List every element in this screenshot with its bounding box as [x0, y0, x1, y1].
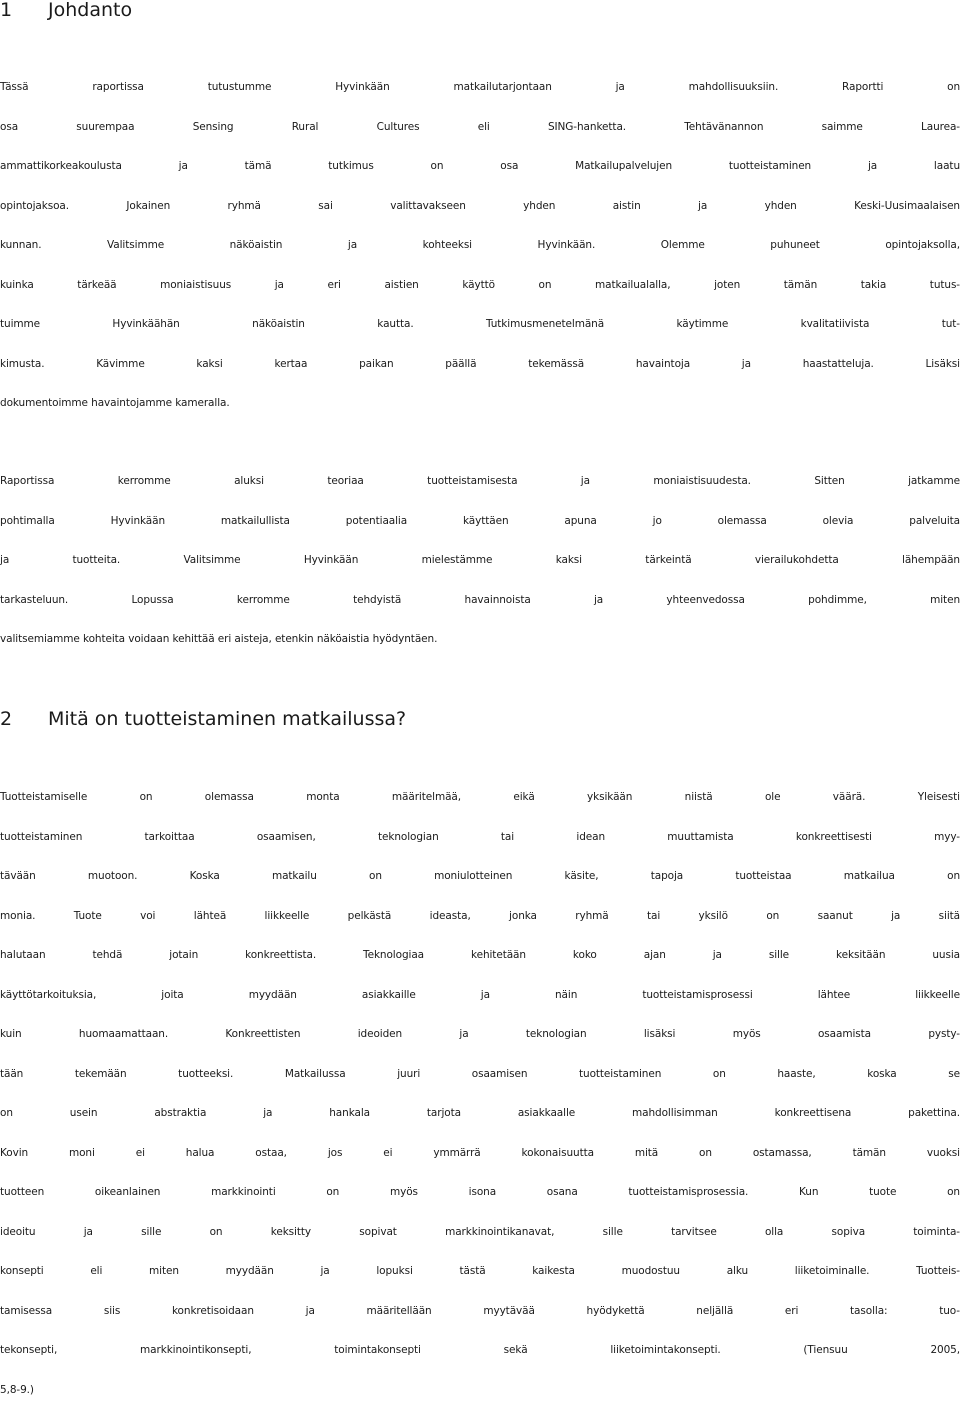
text-line: 5,8-9.) — [0, 1371, 960, 1410]
text-line: käyttötarkoituksia, joita myydään asiakkaille ja näin tuotteistamisprosessi lähtee liikkeelle — [0, 976, 960, 1016]
text-line: ja tuotteita. Valitsimme Hyvinkään mielestämme kaksi tärkeintä vierailukohdetta lähempään — [0, 541, 960, 581]
text-line: tuotteistaminen tarkoittaa osaamisen, teknologian tai idean muuttamista konkreettisesti myy- — [0, 818, 960, 858]
section-heading-2 — [0, 707, 406, 731]
paragraph — [0, 778, 960, 1410]
text-line: opintojaksoa. Jokainen ryhmä sai valittavakseen yhden aistin ja yhden Keski-Uusimaalaisen — [0, 187, 960, 227]
text-line: Tuotteistamiselle on olemassa monta määritelmää, eikä yksikään niistä ole väärä. Yleisesti — [0, 778, 960, 818]
text-line: kunnan. Valitsimme näköaistin ja kohteeksi Hyvinkään. Olemme puhuneet opintojaksolla, — [0, 226, 960, 266]
text-line: konsepti eli miten myydään ja lopuksi tästä kaikesta muodostuu alku liiketoiminalle. Tuotteis- — [0, 1252, 960, 1292]
section-number: 2 — [0, 707, 48, 731]
text-line: kuinka tärkeää moniaistisuus ja eri aistien käyttö on matkailualalla, joten tämän takia tutus- — [0, 266, 960, 306]
text-line: ideoitu ja sille on keksitty sopivat markkinointikanavat, sille tarvitsee olla sopiva toiminta- — [0, 1213, 960, 1253]
text-line: monia. Tuote voi lähteä liikkeelle pelkästä ideasta, jonka ryhmä tai yksilö on saanut ja siitä — [0, 897, 960, 937]
paragraph — [0, 68, 960, 424]
text-line: Raportissa kerromme aluksi teoriaa tuotteistamisesta ja moniaistisuudesta. Sitten jatkamme — [0, 462, 960, 502]
text-line: dokumentoimme havaintojamme kameralla. — [0, 384, 960, 424]
text-line: Kovin moni ei halua ostaa, jos ei ymmärrä kokonaisuutta mitä on ostamassa, tämän vuoksi — [0, 1134, 960, 1174]
text-line: osa suurempaa Sensing Rural Cultures eli SING-hanketta. Tehtävänannon saimme Laurea- — [0, 108, 960, 148]
text-line: kimusta. Kävimme kaksi kertaa paikan päällä tekemässä havaintoja ja haastatteluja. Lisäksi — [0, 345, 960, 385]
text-line: tävään muotoon. Koska matkailu on moniulotteinen käsite, tapoja tuotteistaa matkailua on — [0, 857, 960, 897]
text-line: tään tekemään tuotteeksi. Matkailussa juuri osaamisen tuotteistaminen on haaste, koska se — [0, 1055, 960, 1095]
text-line: tuotteen oikeanlainen markkinointi on myös isona osana tuotteistamisprosessia. Kun tuote on — [0, 1173, 960, 1213]
text-line: tuimme Hyvinkäähän näköaistin kautta. Tutkimusmenetelmänä käytimme kvalitatiivista tut- — [0, 305, 960, 345]
text-line: tamisessa siis konkretisoidaan ja määritellään myytävää hyödykettä neljällä eri tasolla: tuo- — [0, 1292, 960, 1332]
text-line: halutaan tehdä jotain konkreettista. Teknologiaa kehitetään koko ajan ja sille keksitään uusia — [0, 936, 960, 976]
text-line: tarkasteluun. Lopussa kerromme tehdyistä havainnoista ja yhteenvedossa pohdimme, miten — [0, 581, 960, 621]
section-number: 1 — [0, 0, 48, 22]
text-line: on usein abstraktia ja hankala tarjota asiakkaalle mahdollisimman konkreettisena pakettina. — [0, 1094, 960, 1134]
section-heading-1 — [0, 0, 132, 22]
section-title: Johdanto — [48, 0, 132, 21]
text-line: pohtimalla Hyvinkään matkailullista potentiaalia käyttäen apuna jo olemassa olevia palveluita — [0, 502, 960, 542]
text-line: tekonsepti, markkinointikonsepti, toimintakonsepti sekä liiketoimintakonsepti. (Tiensuu 2005, — [0, 1331, 960, 1371]
text-line: ammattikorkeakoulusta ja tämä tutkimus on osa Matkailupalvelujen tuotteistaminen ja laatu — [0, 147, 960, 187]
paragraph — [0, 462, 960, 660]
section-title: Mitä on tuotteistaminen matkailussa? — [48, 708, 406, 730]
text-line: valitsemiamme kohteita voidaan kehittää eri aisteja, etenkin näköaistia hyödyntäen. — [0, 620, 960, 660]
text-line: kuin huomaamattaan. Konkreettisten ideoiden ja teknologian lisäksi myös osaamista pysty- — [0, 1015, 960, 1055]
text-line: Tässä raportissa tutustumme Hyvinkään matkailutarjontaan ja mahdollisuuksiin. Raportti on — [0, 68, 960, 108]
